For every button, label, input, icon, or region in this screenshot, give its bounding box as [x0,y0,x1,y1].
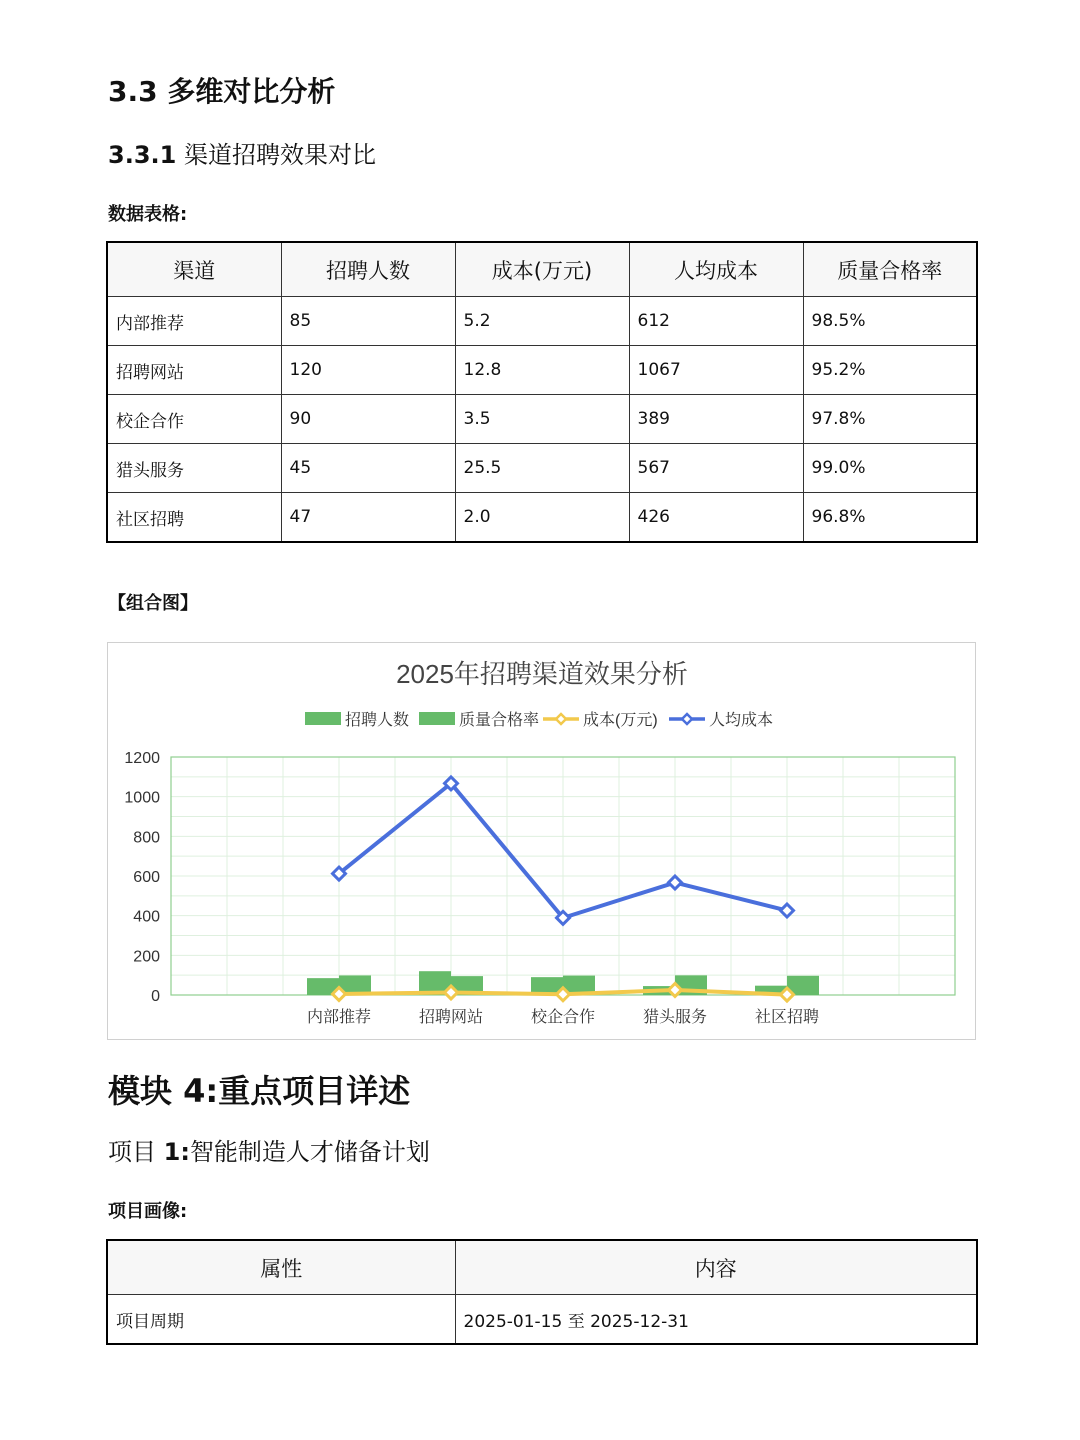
table-cell: 12.8 [455,346,629,395]
section-title: 3.3 多维对比分析 [108,75,336,108]
table-row [107,493,977,543]
table-cell: 2.0 [455,493,629,543]
legend-marker [556,714,566,724]
project-profile-table [106,1239,978,1345]
y-tick-label: 800 [133,829,160,847]
legend-marker [682,714,692,724]
chart-legend [305,710,773,729]
x-tick-label: 猎头服务 [642,1009,708,1026]
table-cell: 3.5 [455,395,629,444]
table-cell: 1067 [629,346,803,395]
module-title [108,1066,410,1112]
table-cell: 45 [281,444,455,493]
project-profile-label: 项目画像: [108,1201,188,1222]
chart-label: 【组合图】 [108,593,198,614]
chart-y-axis [124,750,160,1005]
project-title-prefix: 项目 [108,1138,164,1166]
combo-chart-svg [108,643,975,1039]
x-tick-label: 校企合作 [530,1009,596,1026]
y-tick-label: 0 [151,988,160,1005]
subsection-number: 3.3.1 [108,141,177,169]
module-title-prefix: 模块 [108,1072,184,1110]
table-cell: 25.5 [455,444,629,493]
table-row [107,1295,977,1345]
legend-label: 人均成本 [709,712,774,729]
table-header-cell: 内容 [455,1240,977,1295]
y-tick-label: 600 [133,869,160,886]
chart-x-axis [307,1007,819,1026]
table-header-cell: 成本(万元) [455,242,629,297]
table-label: 数据表格: [108,204,188,225]
legend-label: 质量合格率 [459,712,540,729]
table-header-cell: 人均成本 [629,242,803,297]
chart-grid [171,757,955,995]
project-title [108,1132,430,1167]
table-cell: 猎头服务 [107,444,281,493]
y-tick-label: 1200 [124,750,160,767]
x-tick-label: 内部推荐 [306,1009,372,1026]
x-tick-label: 招聘网站 [418,1009,484,1026]
table-header-cell: 质量合格率 [803,242,977,297]
channel-table [106,241,978,543]
table-cell: 120 [281,346,455,395]
table-cell: 85 [281,297,455,346]
line-point-marker [781,904,794,917]
module-title-number: 4: [183,1072,219,1110]
table-header-cell: 招聘人数 [281,242,455,297]
table-cell: 95.2% [803,346,977,395]
table-row [107,346,977,395]
table-row [107,395,977,444]
table-cell: 内部推荐 [107,297,281,346]
y-tick-label: 400 [133,908,160,926]
table-cell: 项目周期 [107,1295,455,1345]
y-tick-label: 200 [133,948,160,966]
table-header-row [107,242,977,297]
module-title-text: 重点项目详述 [218,1072,411,1110]
legend-label: 成本(万元) [583,712,658,729]
subsection-title [108,135,376,170]
table-cell: 5.2 [455,297,629,346]
legend-label: 招聘人数 [345,712,410,729]
table-cell: 389 [629,395,803,444]
table-cell: 99.0% [803,444,977,493]
table-header-cell: 渠道 [107,242,281,297]
table-cell: 90 [281,395,455,444]
table-cell: 2025-01-15 至 2025-12-31 [455,1295,977,1345]
legend-swatch [305,712,341,725]
table-cell: 96.8% [803,493,977,543]
table-cell: 612 [629,297,803,346]
project-title-text: 智能制造人才储备计划 [189,1138,430,1166]
line-point-marker [669,876,682,889]
table-header-cell: 属性 [107,1240,455,1295]
table-cell: 426 [629,493,803,543]
table-cell: 47 [281,493,455,543]
table-cell: 校企合作 [107,395,281,444]
table-cell: 97.8% [803,395,977,444]
x-tick-label: 社区招聘 [754,1009,820,1026]
table-row [107,297,977,346]
subsection-text: 渠道招聘效果对比 [176,141,376,169]
table-cell: 567 [629,444,803,493]
legend-swatch [419,712,455,725]
chart-title: 2025年招聘渠道效果分析 [396,659,688,689]
table-cell: 社区招聘 [107,493,281,543]
project-title-number: 1: [163,1138,190,1166]
y-tick-label: 1000 [124,789,160,807]
table-row [107,444,977,493]
table-header-row [107,1240,977,1295]
table-cell: 98.5% [803,297,977,346]
combo-chart [107,642,976,1040]
table-cell: 招聘网站 [107,346,281,395]
